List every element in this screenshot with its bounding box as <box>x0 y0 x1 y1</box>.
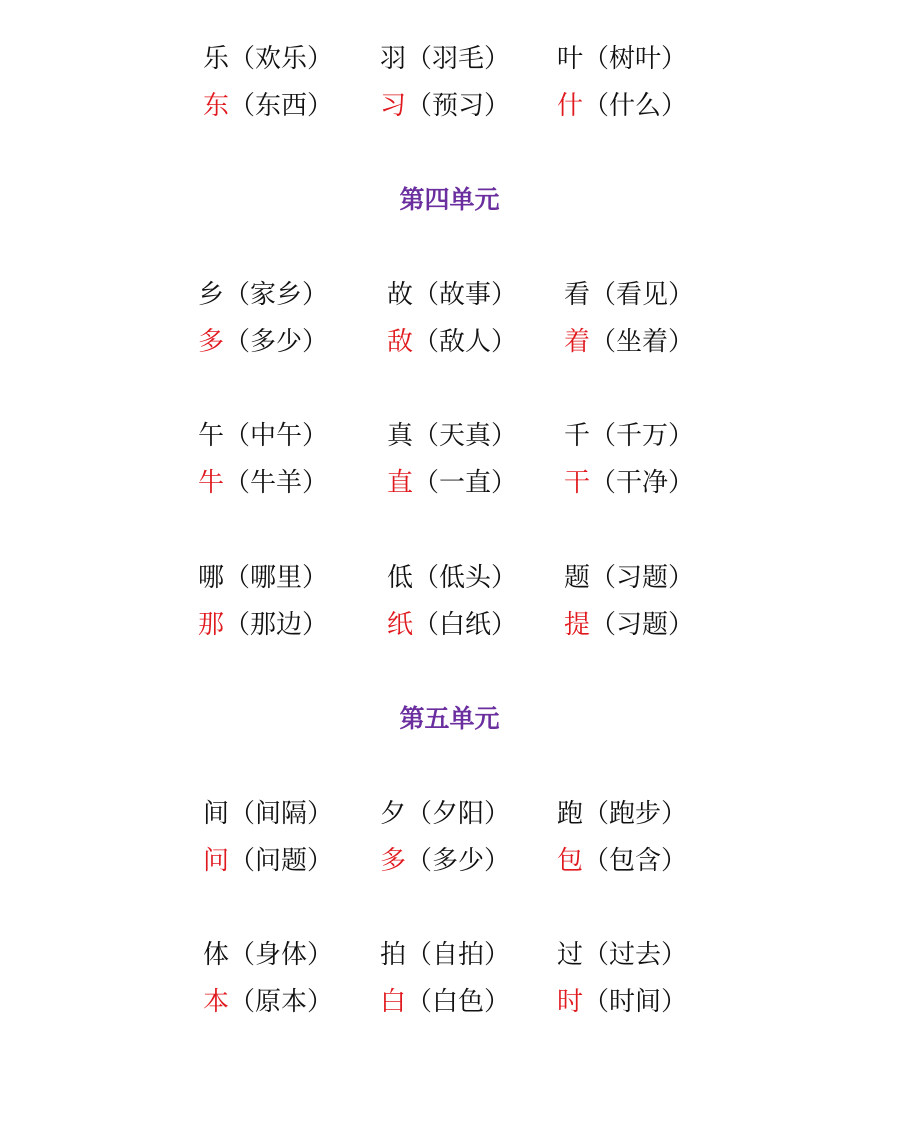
word-entry: 夕（夕阳） <box>380 799 511 829</box>
example-word: 什么 <box>609 91 662 121</box>
word-entry: 直（一直） <box>387 468 518 498</box>
word-entry: 多（多少） <box>198 327 329 357</box>
character: 乡 <box>198 280 225 310</box>
word-row <box>0 89 899 123</box>
word-row <box>0 278 899 312</box>
word-entry: 时（时间） <box>557 987 688 1017</box>
character-highlight: 提 <box>564 610 591 640</box>
word-entry: 间（间隔） <box>203 799 334 829</box>
word-entry: 包（包含） <box>557 846 688 876</box>
word-entry: 干（干净） <box>564 468 695 498</box>
word-entry: 题（习题） <box>564 563 695 593</box>
word-entry: 真（天真） <box>387 421 518 451</box>
word-row <box>0 985 899 1019</box>
character: 哪 <box>198 563 225 593</box>
example-word: 羽毛 <box>432 44 485 74</box>
word-entry: 本（原本） <box>203 987 334 1017</box>
example-word: 那边 <box>250 610 303 640</box>
example-word: 故事 <box>439 280 492 310</box>
word-entry: 过（过去） <box>557 940 688 970</box>
example-word: 家乡 <box>250 280 303 310</box>
character: 看 <box>564 280 591 310</box>
character: 午 <box>198 421 225 451</box>
word-entry: 体（身体） <box>203 940 334 970</box>
character: 过 <box>557 940 584 970</box>
word-entry: 提（习题） <box>564 610 695 640</box>
word-entry: 千（千万） <box>564 421 695 451</box>
example-word: 过去 <box>609 940 662 970</box>
unit-heading: 第四单元 <box>399 185 500 214</box>
example-word: 白色 <box>432 987 485 1017</box>
word-entry: 乡（家乡） <box>198 280 329 310</box>
character-highlight: 多 <box>380 846 407 876</box>
character-highlight: 干 <box>564 468 591 498</box>
example-word: 哪里 <box>250 563 303 593</box>
word-row <box>0 466 899 500</box>
word-entry: 习（预习） <box>380 91 511 121</box>
character-highlight: 包 <box>557 846 584 876</box>
word-entry: 看（看见） <box>564 280 695 310</box>
example-word: 东西 <box>255 91 308 121</box>
character: 低 <box>387 563 414 593</box>
character-highlight: 本 <box>203 987 230 1017</box>
example-word: 问题 <box>255 846 308 876</box>
example-word: 包含 <box>609 846 662 876</box>
example-word: 千万 <box>616 421 669 451</box>
example-word: 原本 <box>255 987 308 1017</box>
word-entry: 什（什么） <box>557 91 688 121</box>
character-highlight: 时 <box>557 987 584 1017</box>
character-highlight: 牛 <box>198 468 225 498</box>
word-row <box>0 844 899 878</box>
example-word: 多少 <box>250 327 303 357</box>
example-word: 中午 <box>250 421 303 451</box>
word-entry: 敌（敌人） <box>387 327 518 357</box>
example-word: 夕阳 <box>432 799 485 829</box>
example-word: 白纸 <box>439 610 492 640</box>
character-highlight: 白 <box>380 987 407 1017</box>
unit-heading: 第五单元 <box>399 704 500 733</box>
example-word: 习题 <box>616 563 669 593</box>
character-highlight: 着 <box>564 327 591 357</box>
word-entry: 午（中午） <box>198 421 329 451</box>
word-row <box>0 419 899 453</box>
character: 题 <box>564 563 591 593</box>
character-highlight: 那 <box>198 610 225 640</box>
word-entry: 着（坐着） <box>564 327 695 357</box>
word-entry: 乐（欢乐） <box>203 44 334 74</box>
word-entry: 白（白色） <box>380 987 511 1017</box>
word-entry: 纸（白纸） <box>387 610 518 640</box>
example-word: 自拍 <box>432 940 485 970</box>
example-word: 天真 <box>439 421 492 451</box>
character-highlight: 习 <box>380 91 407 121</box>
character: 故 <box>387 280 414 310</box>
example-word: 看见 <box>616 280 669 310</box>
word-entry: 羽（羽毛） <box>380 44 511 74</box>
example-word: 牛羊 <box>250 468 303 498</box>
word-row <box>0 42 899 76</box>
word-row <box>0 797 899 831</box>
character: 拍 <box>380 940 407 970</box>
character-highlight: 多 <box>198 327 225 357</box>
example-word: 预习 <box>432 91 485 121</box>
character-highlight: 东 <box>203 91 230 121</box>
word-entry: 多（多少） <box>380 846 511 876</box>
example-word: 敌人 <box>439 327 492 357</box>
example-word: 坐着 <box>616 327 669 357</box>
word-entry: 叶（树叶） <box>557 44 688 74</box>
character: 体 <box>203 940 230 970</box>
example-word: 身体 <box>255 940 308 970</box>
example-word: 间隔 <box>255 799 308 829</box>
character: 乐 <box>203 44 230 74</box>
word-entry: 东（东西） <box>203 91 334 121</box>
example-word: 跑步 <box>609 799 662 829</box>
character-highlight: 问 <box>203 846 230 876</box>
example-word: 树叶 <box>609 44 662 74</box>
character: 跑 <box>557 799 584 829</box>
word-entry: 哪（哪里） <box>198 563 329 593</box>
example-word: 一直 <box>439 468 492 498</box>
character: 夕 <box>380 799 407 829</box>
example-word: 欢乐 <box>255 44 308 74</box>
character: 羽 <box>380 44 407 74</box>
word-entry: 那（那边） <box>198 610 329 640</box>
example-word: 时间 <box>609 987 662 1017</box>
word-row <box>0 938 899 972</box>
word-entry: 拍（自拍） <box>380 940 511 970</box>
character-highlight: 直 <box>387 468 414 498</box>
character-highlight: 什 <box>557 91 584 121</box>
word-entry: 跑（跑步） <box>557 799 688 829</box>
word-entry: 低（低头） <box>387 563 518 593</box>
character: 真 <box>387 421 414 451</box>
character: 叶 <box>557 44 584 74</box>
character: 间 <box>203 799 230 829</box>
character: 千 <box>564 421 591 451</box>
word-row <box>0 325 899 359</box>
character-highlight: 敌 <box>387 327 414 357</box>
example-word: 干净 <box>616 468 669 498</box>
word-entry: 故（故事） <box>387 280 518 310</box>
example-word: 低头 <box>439 563 492 593</box>
example-word: 多少 <box>432 846 485 876</box>
word-row <box>0 561 899 595</box>
character-highlight: 纸 <box>387 610 414 640</box>
word-entry: 问（问题） <box>203 846 334 876</box>
word-entry: 牛（牛羊） <box>198 468 329 498</box>
word-row <box>0 608 899 642</box>
example-word: 习题 <box>616 610 669 640</box>
